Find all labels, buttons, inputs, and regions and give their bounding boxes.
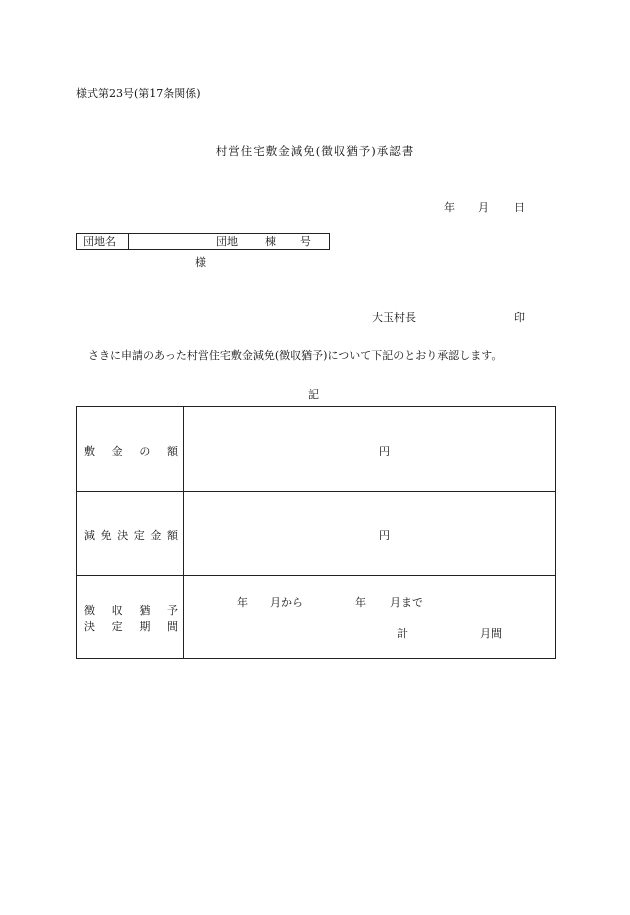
label-char: 金 [111, 445, 123, 458]
date-year-label: 年 [444, 201, 455, 214]
label-char: 免 [100, 529, 112, 542]
approval-statement: さきに申請のあった村営住宅敷金減免(徴収猶予)について下記のとおり承認します。 [88, 349, 503, 362]
addressee-suffix: 様 [195, 256, 206, 269]
estate-name-box [76, 233, 330, 250]
label-char: 額 [166, 445, 178, 458]
label-char: 予 [166, 604, 178, 617]
to-year-label: 年 [355, 596, 366, 609]
label-char: 定 [133, 529, 145, 542]
date-month-label: 月 [478, 201, 489, 214]
label-char: 金 [150, 529, 162, 542]
form-number: 様式第23号(第17条関係) [76, 87, 201, 100]
deposit-amount-value [184, 407, 556, 492]
table-row [77, 492, 556, 576]
ki-heading: 記 [308, 388, 319, 401]
reduction-amount-label [77, 492, 184, 576]
estate-name-field [129, 234, 329, 249]
issuer-title: 大玉村長 [372, 311, 416, 324]
total-label: 計 [397, 627, 408, 640]
label-char: 期 [139, 620, 151, 633]
from-month-label: 月から [270, 596, 303, 609]
to-month-label: 月まで [390, 596, 423, 609]
document-title: 村営住宅敷金減免(徴収猶予)承認書 [215, 144, 415, 158]
label-char: の [139, 445, 151, 458]
label-char: 減 [84, 529, 95, 542]
label-char: 決 [84, 620, 95, 633]
months-label: 月間 [480, 627, 502, 640]
from-year-label: 年 [237, 596, 248, 609]
date-day-label: 日 [514, 201, 525, 214]
label-char: 間 [166, 620, 178, 633]
label-char: 猶 [139, 604, 151, 617]
estate-danchi-label: 団地 [216, 235, 238, 248]
label-char: 額 [166, 529, 178, 542]
label-chars [84, 527, 178, 543]
label-char: 定 [111, 620, 123, 633]
estate-gou-label: 号 [300, 235, 311, 248]
label-chars-line1 [84, 602, 178, 618]
seal-mark: 印 [514, 311, 525, 324]
label-chars-line2 [84, 618, 178, 634]
label-char: 収 [111, 604, 123, 617]
yen-unit: 円 [379, 445, 390, 458]
label-char: 決 [117, 529, 129, 542]
table-row [77, 407, 556, 492]
deferral-period-label [77, 576, 184, 659]
table-row [77, 576, 556, 659]
label-char: 敷 [84, 445, 95, 458]
label-chars [84, 443, 178, 459]
deposit-amount-label [77, 407, 184, 492]
estate-tou-label: 棟 [265, 235, 276, 248]
estate-name-label: 団地名 [77, 234, 129, 249]
details-table [76, 406, 556, 659]
reduction-amount-value [184, 492, 556, 576]
deferral-period-value [184, 576, 556, 659]
label-char: 徴 [84, 604, 95, 617]
yen-unit: 円 [379, 529, 390, 542]
